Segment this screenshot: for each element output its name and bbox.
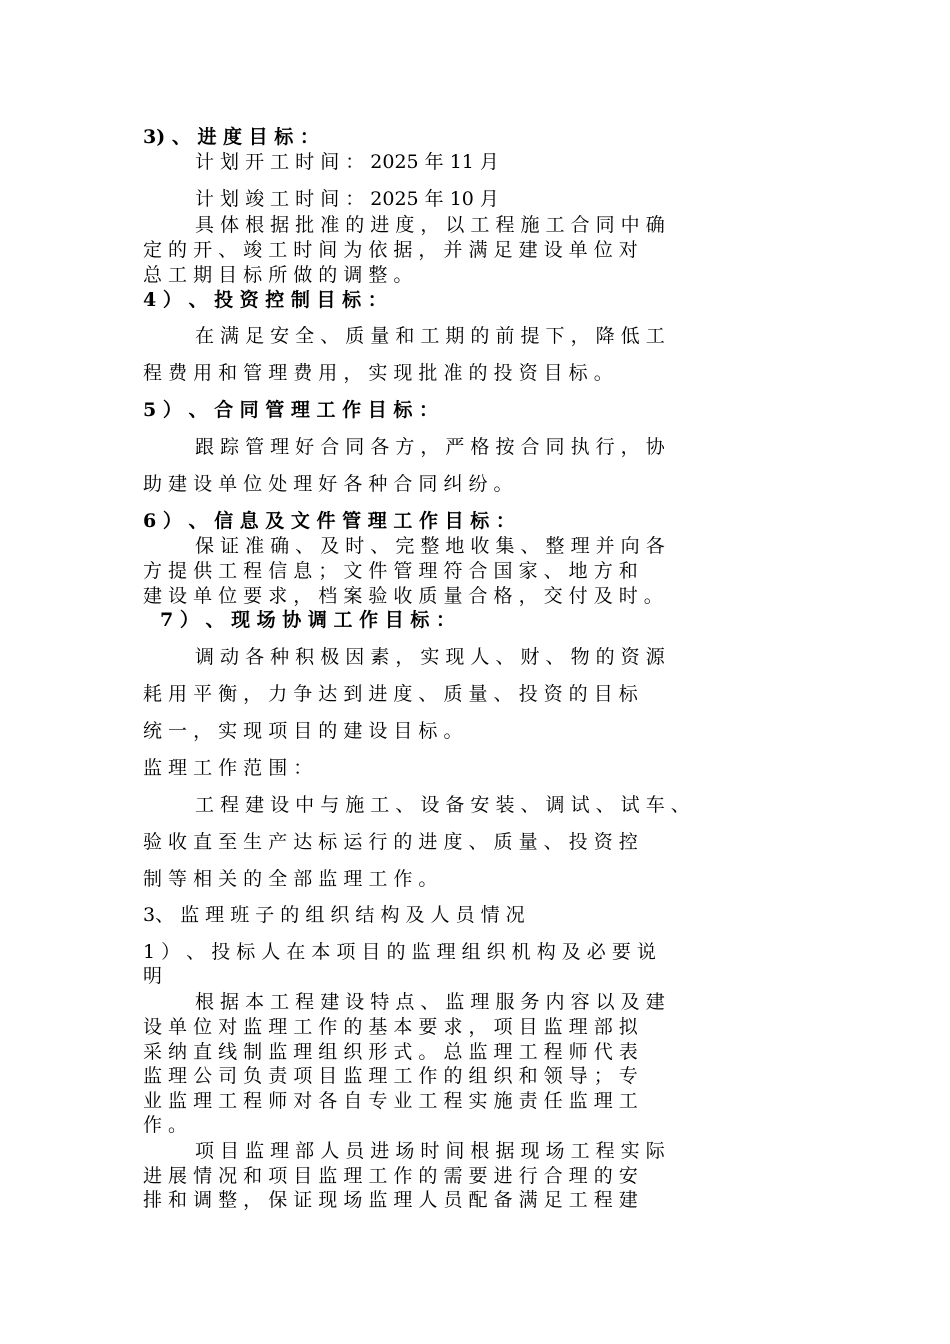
paragraph-line: 工 程 建 设 中 与 施 工 、 设 备 安 装 、 调 试 、 试 车 、 — [195, 794, 690, 816]
heading-scope: 监 理 工 作 范 围 ： — [143, 757, 313, 779]
paragraph-line: 定 的 开 、 竣 工 时 间 为 依 据 ， 并 满 足 建 设 单 位 对 — [143, 239, 638, 261]
heading-organization-sub: 1 ） 、 投 标 人 在 本 项 目 的 监 理 组 织 机 构 及 必 要 说 — [143, 941, 656, 963]
paragraph-line: 作 。 — [143, 1114, 188, 1136]
paragraph-line: 业 监 理 工 程 师 对 各 自 专 业 工 程 实 施 责 任 监 理 工 — [143, 1090, 638, 1112]
planned-start-line: 计 划 开 工 时 间 ： 2025 年 11 月 — [195, 151, 499, 173]
paragraph-line: 项 目 监 理 部 人 员 进 场 时 间 根 据 现 场 工 程 实 际 — [195, 1140, 665, 1162]
paragraph-line: 明 — [143, 965, 163, 987]
paragraph-line: 方 提 供 工 程 信 息 ； 文 件 管 理 符 合 国 家 、 地 方 和 — [143, 560, 638, 582]
paragraph-line: 排 和 调 整 ， 保 证 现 场 监 理 人 员 配 备 满 足 工 程 建 — [143, 1189, 638, 1211]
paragraph-line: 采 纳 直 线 制 监 理 组 织 形 式 。 总 监 理 工 程 师 代 表 — [143, 1041, 638, 1063]
heading-contract-goal: 5 ） 、 合 同 管 理 工 作 目 标 ： — [143, 399, 438, 421]
planned-finish-line: 计 划 竣 工 时 间 ： 2025 年 10 月 — [195, 188, 499, 210]
heading-information-goal: 6 ） 、 信 息 及 文 件 管 理 工 作 目 标 ： — [143, 510, 515, 532]
heading-coordination-goal: 7 ） 、 现 场 协 调 工 作 目 标 ： — [160, 609, 455, 631]
paragraph-line: 根 据 本 工 程 建 设 特 点 、 监 理 服 务 内 容 以 及 建 — [195, 991, 665, 1013]
paragraph-line: 耗 用 平 衡 ， 力 争 达 到 进 度 、 质 量 、 投 资 的 目 标 — [143, 683, 638, 705]
paragraph-line: 保 证 准 确 、 及 时 、 完 整 地 收 集 、 整 理 并 向 各 — [195, 535, 665, 557]
paragraph-line: 统 一 ， 实 现 项 目 的 建 设 目 标 。 — [143, 720, 463, 742]
paragraph-line: 在 满 足 安 全 、 质 量 和 工 期 的 前 提 下 ， 降 低 工 — [195, 325, 665, 347]
paragraph-line: 总 工 期 目 标 所 做 的 调 整 。 — [143, 264, 413, 286]
paragraph-line: 验 收 直 至 生 产 达 标 运 行 的 进 度 、 质 量 、 投 资 控 — [143, 831, 638, 853]
paragraph-line: 制 等 相 关 的 全 部 监 理 工 作 。 — [143, 868, 438, 890]
paragraph-line: 进 展 情 况 和 项 目 监 理 工 作 的 需 要 进 行 合 理 的 安 — [143, 1165, 638, 1187]
paragraph-line: 助 建 设 单 位 处 理 好 各 种 合 同 纠 纷 。 — [143, 473, 513, 495]
heading-investment-goal: 4 ） 、 投 资 控 制 目 标 ： — [143, 289, 387, 311]
paragraph-line: 程 费 用 和 管 理 费 用 ， 实 现 批 准 的 投 资 目 标 。 — [143, 362, 613, 384]
paragraph-line: 跟 踪 管 理 好 合 同 各 方 ， 严 格 按 合 同 执 行 ， 协 — [195, 436, 665, 458]
paragraph-line: 监 理 公 司 负 责 项 目 监 理 工 作 的 组 织 和 领 导 ； 专 — [143, 1065, 638, 1087]
paragraph-line: 具 体 根 据 批 准 的 进 度 ， 以 工 程 施 工 合 同 中 确 — [195, 214, 665, 236]
paragraph-line: 调 动 各 种 积 极 因 素 ， 实 现 人 、 财 、 物 的 资 源 — [195, 646, 665, 668]
paragraph-line: 设 单 位 对 监 理 工 作 的 基 本 要 求 ， 项 目 监 理 部 拟 — [143, 1016, 638, 1038]
paragraph-line: 建 设 单 位 要 求 ， 档 案 验 收 质 量 合 格 ， 交 付 及 时 。 — [143, 585, 663, 607]
heading-organization: 3、 监 理 班 子 的 组 织 结 构 及 人 员 情 况 — [143, 904, 525, 926]
heading-schedule-goal: 3) 、 进 度 目 标 ： — [143, 126, 319, 148]
